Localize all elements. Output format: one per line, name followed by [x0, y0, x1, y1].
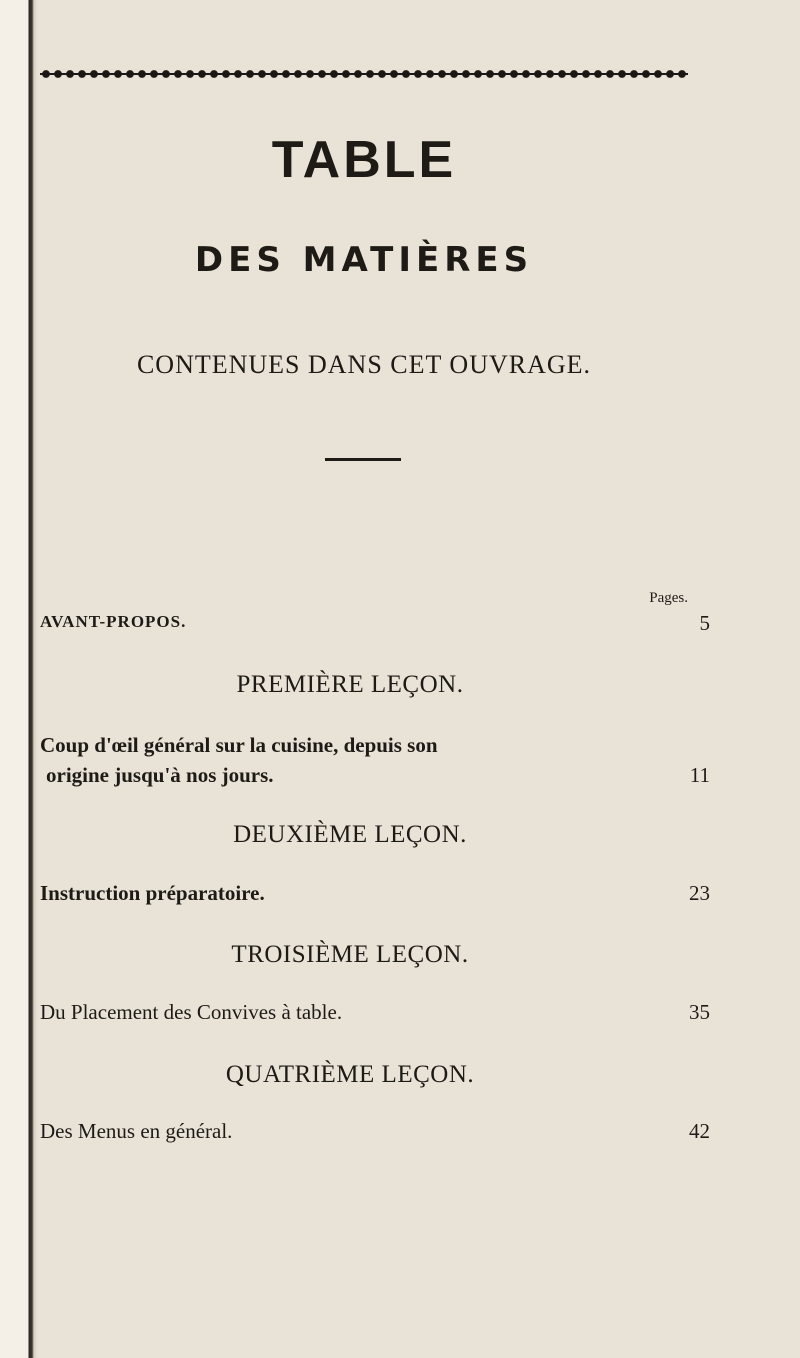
separator-rule	[325, 458, 401, 461]
toc-entry-page: 35	[689, 1000, 710, 1024]
toc-entry-page: 42	[689, 1119, 710, 1143]
document-subtitle: DES MATIÈRES	[194, 240, 534, 280]
toc-entry-page: 5	[699, 611, 710, 635]
page-binding-edge	[0, 0, 38, 1358]
toc-entry-text: AVANT-PROPOS.	[40, 612, 187, 631]
toc-entry-text: Des Menus en général.	[40, 1119, 233, 1143]
ornamental-rule	[40, 68, 688, 80]
toc-entry-text: origine jusqu'à nos jours.	[46, 763, 274, 787]
document-subtitle-secondary: CONTENUES DANS CET OUVRAGE.	[136, 350, 592, 379]
toc-entry-text: Coup d'œil général sur la cuisine, depuis son	[40, 733, 438, 757]
toc-entry-page: 11	[689, 763, 710, 787]
lecon-heading: TROISIÈME LEÇON.	[231, 941, 469, 968]
pages-column-header: Pages.	[649, 590, 688, 606]
toc-entry-text: Du Placement des Convives à table.	[40, 1000, 343, 1024]
lecon-heading: PREMIÈRE LEÇON.	[236, 671, 464, 698]
lecon-heading: DEUXIÈME LEÇON.	[233, 821, 467, 848]
toc-entry-page: 23	[689, 881, 710, 905]
toc-entry-text: Instruction préparatoire.	[40, 881, 265, 905]
document-title: TABLE	[271, 131, 457, 189]
lecon-heading: QUATRIÈME LEÇON.	[225, 1061, 475, 1088]
